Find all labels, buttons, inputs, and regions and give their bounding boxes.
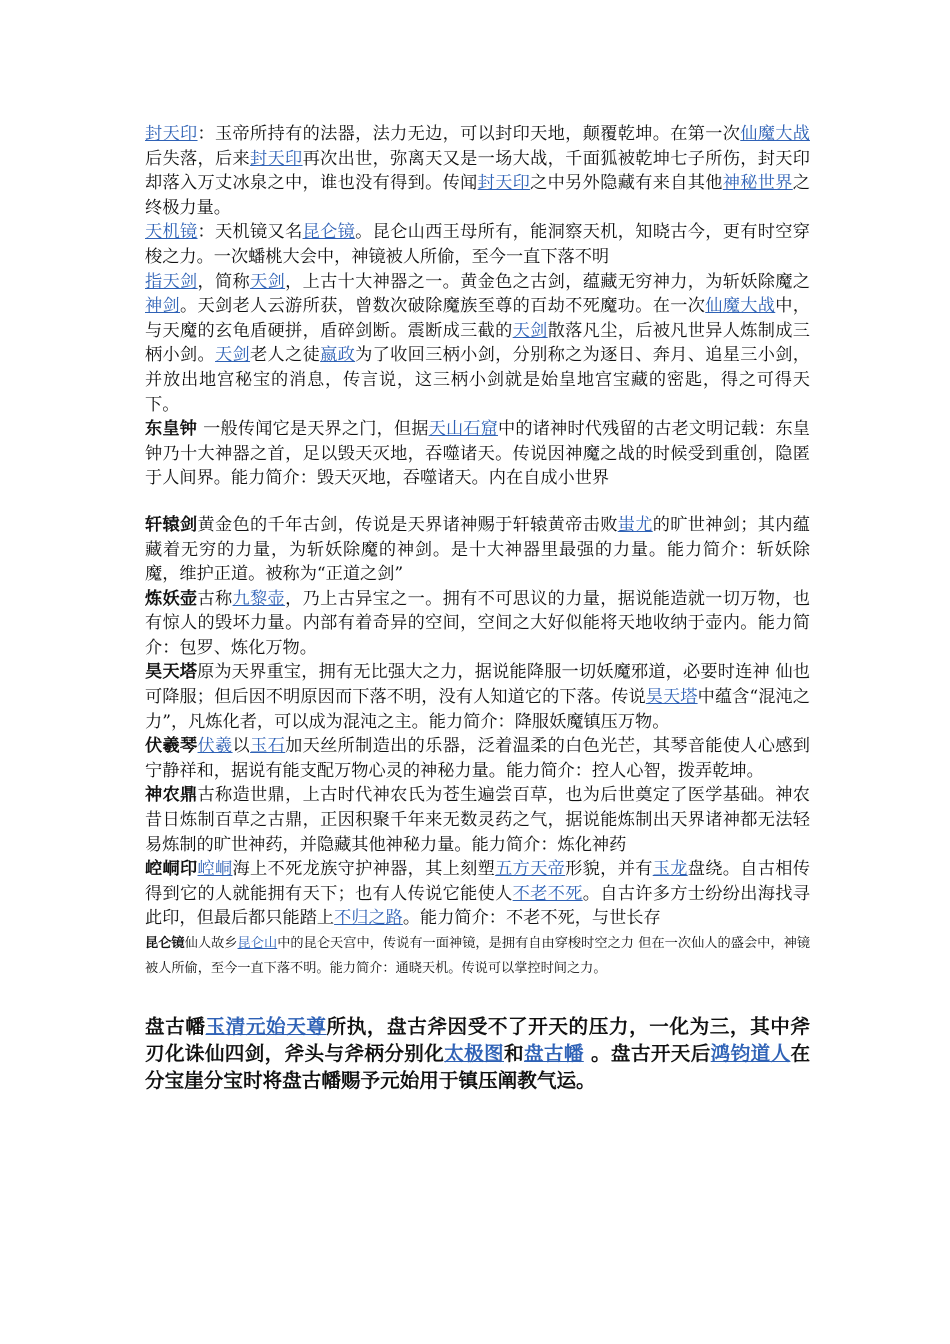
text-run: ，上古十大神器之一。黄金色之古剑，蕴藏无穷神力，为斩妖除魔之: [285, 271, 810, 292]
link[interactable]: 崆峒: [197, 859, 233, 880]
term-heading: 昊天塔: [145, 662, 198, 683]
link[interactable]: 昊天塔: [645, 687, 698, 708]
text-run: 为了收回三柄小剑，分别称之为逐日、奔月、追星三小剑，并放出地宫秘宝的消息，传言说，这三柄小剑就是始皇地宫宝藏的密匙，得之可得天下。: [145, 345, 810, 415]
text-run: 后失落，后来: [145, 148, 251, 169]
text-run: 黄金色的千年古剑，传说是天界诸神赐于轩辕黄帝击败: [197, 514, 618, 535]
link[interactable]: 神剑: [145, 296, 181, 317]
text-run: 中，与天魔的玄龟盾硬拼，盾碎剑断。震断成三截的: [145, 296, 810, 341]
paragraph-fuxiqin: [145, 734, 810, 783]
text-run: 。盘古开天后: [583, 1042, 711, 1065]
term-heading: 伏羲琴: [145, 736, 198, 757]
text-run: 盘绕。自古相传得到它的人就能拥有天下；也有人传说它能使人: [145, 859, 810, 904]
link[interactable]: 不归之路: [334, 908, 403, 929]
text-run: ：玉帝所持有的法器，法力无边，可以封印天地，颠覆乾坤。在第一次: [197, 124, 741, 144]
link[interactable]: 天剑: [215, 345, 251, 366]
term-heading: 昆仑镜: [145, 936, 185, 951]
link[interactable]: 封天印: [250, 148, 303, 169]
text-run: 以: [232, 736, 251, 757]
text-run: 加天丝所制造出的乐器，泛着温柔的白色光芒，其琴音能使人心感到宁静祥和，据说有能支配万物心灵的神秘力量。能力简介：控人心智，拨弄乾坤。: [145, 736, 810, 781]
text-run: 。天剑老人云游所获，曾数次破除魔族至尊的百劫不死魔功。在一次: [180, 296, 706, 317]
link[interactable]: 太极图: [444, 1042, 505, 1065]
term-heading: 炼妖壶: [145, 588, 198, 609]
paragraph-donghuangzhong: [145, 417, 810, 491]
paragraph-zhitianjian: [145, 270, 810, 418]
text-run: 原为天界重宝，拥有无比强大之力，据说能降服一切妖魔邪道，必要时连神 仙也可降服；但后因不明原因而下落不明，没有人知道它的下落。传说: [145, 662, 810, 708]
link[interactable]: 嬴政: [320, 345, 356, 366]
paragraph-haotianta: [145, 660, 810, 734]
text-run: ：天机镜又名: [197, 222, 303, 243]
text-run: 。自古许多方士纷纷出海找寻此印，但最后都只能踏上: [145, 883, 810, 929]
paragraph-fengtianyin: [145, 122, 810, 220]
text-run: 海上不死龙族守护神器，其上刻塑: [232, 859, 496, 880]
paragraph-shennongding: [145, 783, 810, 857]
link[interactable]: 昆仑山: [237, 936, 278, 951]
paragraph-xuanyuanjian: [145, 513, 810, 587]
link[interactable]: 玉清元始天尊: [205, 1015, 327, 1038]
link[interactable]: 蚩尤: [617, 514, 653, 535]
text-run: 盘古幡: [145, 1015, 206, 1038]
link[interactable]: 封天印: [477, 173, 531, 194]
text-run: 和: [504, 1042, 524, 1065]
text-run: 在分宝崖分宝时将盘古幡赐予元始用于镇压阐教气运。: [145, 1042, 811, 1092]
link[interactable]: 天剑: [250, 271, 286, 292]
text-run: 古称造世鼎，上古时代神农氏为苍生遍尝百草，也为后世奠定了医学基础。神农昔日炼制百草之古鼎，正因积聚千年来无数灵药之气，据说能炼制出天界诸神都无法轻易炼制的旷世神药，并隐藏其他神秘力量。能力简介：炼化神药: [145, 785, 810, 855]
link[interactable]: 神秘世界: [722, 173, 793, 194]
term-heading: 崆峒印: [145, 859, 198, 880]
text-run: 。能力简介：不老不死，与世长存: [402, 908, 661, 929]
text-run: 。昆仑山西王母所有，能洞察天机，知晓古今，更有时空穿梭之力。一次蟠桃大会中，神镜被人所偷，至今一直下落不明: [145, 222, 810, 267]
text-run: 之终极力量。: [145, 173, 810, 218]
link[interactable]: 鸿钧道人: [710, 1042, 791, 1065]
text-run: 中的昆仑天宫中，传说有一面神镜，是拥有自由穿梭时空之力 但在一次仙人的盛会中，神镜被人所偷，至今一直下落不明。能力简介：通晓天机。传说可以掌控时间之力。: [145, 936, 811, 976]
text-run: 中的诸神时代残留的古老文明记载：东皇钟乃十大神器之首，足以毁天灭地，吞噬诸天。传说因神魔之战的时候受到重创，隐匿于人间界。能力简介：毁天灭地，吞噬诸天。内在自成小世界: [145, 419, 810, 489]
link[interactable]: 伏羲: [197, 736, 233, 757]
term-heading: 神农鼎: [145, 785, 198, 806]
term-heading: 东皇钟: [145, 419, 204, 440]
paragraph-pangufan: [145, 1013, 810, 1094]
link[interactable]: 不老不死: [512, 883, 583, 904]
paragraph-lianyaohu: [145, 587, 810, 661]
link[interactable]: 天剑: [512, 320, 548, 341]
text-run: 古称: [197, 588, 233, 609]
link[interactable]: 九黎壶: [232, 588, 286, 609]
link[interactable]: 天山石窟: [428, 419, 498, 440]
paragraph-kongtongyin: [145, 857, 810, 931]
text-run: ，乃上古异宝之一。拥有不可思议的力量，据说能造就一切万物，也有惊人的毁坏力量。内部有着奇异的空间，空间之大好似能将天地收纳于壶内。能力简介：包罗、炼化万物。: [145, 588, 810, 658]
link[interactable]: 仙魔大战: [705, 296, 776, 317]
link[interactable]: 指天剑: [145, 271, 198, 292]
paragraph-tianjijing: [145, 220, 810, 269]
paragraph-kunlunjing: [145, 932, 810, 981]
link[interactable]: 玉石: [250, 736, 286, 757]
text-run: 老人之徒: [250, 345, 321, 366]
text-run: 的旷世神剑；其内蕴藏着无穷的力量，为斩妖除魔的神剑。是十大神器里最强的力量。能力简介：斩妖除魔，维护正道。被称为“正道之剑”: [145, 514, 810, 585]
link[interactable]: 昆仑镜: [302, 222, 356, 243]
text-run: 仙人故乡: [184, 936, 238, 951]
link[interactable]: 玉龙: [652, 859, 688, 880]
text-run: 之中另外隐藏有来自其他: [530, 173, 723, 194]
link[interactable]: 仙魔大战: [740, 124, 810, 144]
text-run: 所执，盘古斧因受不了开天的压力，一化为三，其中斧刃化诛仙四剑，斧头与斧柄分别化: [145, 1015, 811, 1065]
term-heading: 轩辕剑: [145, 514, 198, 535]
document-page: [145, 122, 810, 1094]
text-run: 散落凡尘，后被凡世异人炼制成三柄小剑。: [145, 320, 810, 366]
link[interactable]: 天机镜: [145, 222, 198, 243]
text-run: 形貌，并有: [565, 859, 653, 880]
link[interactable]: 封天印: [145, 124, 198, 144]
text-run: 再次出世，弥离天又是一场大战，千面狐被乾坤七子所伤，封天印却落入万丈冰泉之中，谁也没有得到。传闻: [145, 148, 810, 194]
text-run: ，简称: [197, 271, 251, 292]
link[interactable]: 盘古幡: [523, 1042, 584, 1065]
link[interactable]: 五方天帝: [495, 859, 566, 880]
text-run: 中蕴含“混沌之力”，凡炼化者，可以成为混沌之主。能力简介：降服妖魔镇压万物。: [145, 687, 810, 732]
text-run: 一般传闻它是天界之门，但据: [203, 419, 429, 440]
